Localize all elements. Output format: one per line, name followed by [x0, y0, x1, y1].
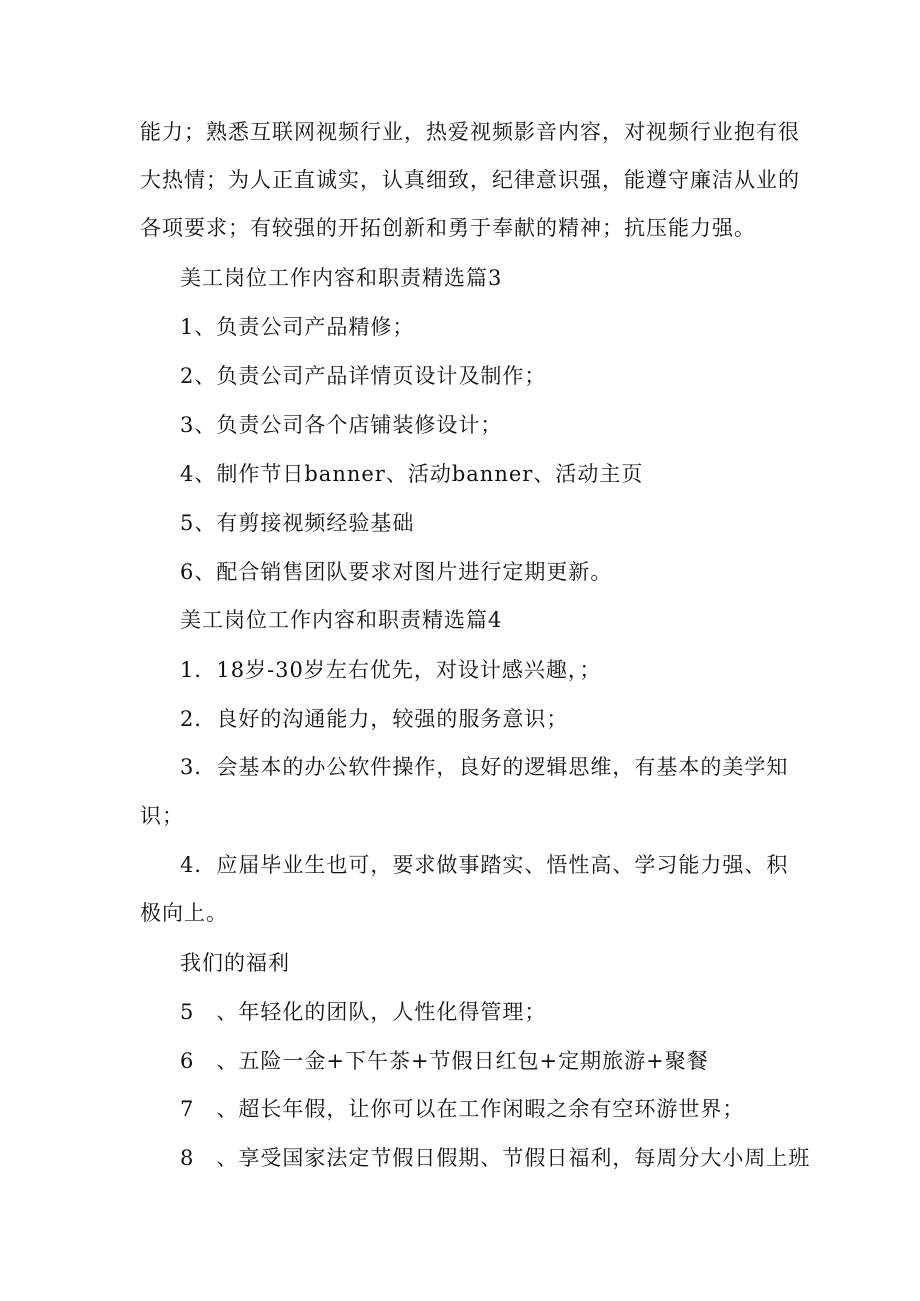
- benefits-item-8: 8 、享受国家法定节假日假期、节假日福利，每周分大小周上班: [180, 1146, 811, 1170]
- section4-item-3-line-2: 识；: [140, 804, 184, 828]
- section4-item-2: 2．良好的沟通能力，较强的服务意识；: [180, 707, 569, 731]
- benefits-item-7: 7 、超长年假，让你可以在工作闲暇之余有空环游世界；: [180, 1097, 745, 1121]
- section3-item-6: 6、配合销售团队要求对图片进行定期更新。: [180, 560, 613, 584]
- section4-heading: 美工岗位工作内容和职责精选篇4: [180, 608, 503, 632]
- intro-line-1: 能力；熟悉互联网视频行业，热爱视频影音内容，对视频行业抱有很: [140, 120, 800, 144]
- section3-item-4: 4、制作节日banner、活动banner、活动主页: [180, 462, 644, 486]
- benefits-heading: 我们的福利: [180, 951, 290, 975]
- section3-item-2: 2、负责公司产品详情页设计及制作；: [180, 364, 547, 388]
- benefits-item-5: 5 、年轻化的团队，人性化得管理；: [180, 1000, 547, 1024]
- section4-item-3-line-1: 3．会基本的办公软件操作，良好的逻辑思维，有基本的美学知: [180, 755, 789, 779]
- section3-item-5: 5、有剪接视频经验基础: [180, 511, 415, 535]
- section3-item-3: 3、负责公司各个店铺装修设计；: [180, 413, 503, 437]
- section3-heading: 美工岗位工作内容和职责精选篇3: [180, 266, 503, 290]
- section4-item-1: 1．18岁-30岁左右优先，对设计感兴趣，；: [180, 658, 602, 682]
- section3-item-1: 1、负责公司产品精修；: [180, 315, 415, 339]
- section4-item-4-line-2: 极向上。: [140, 901, 228, 925]
- intro-line-3: 各项要求；有较强的开拓创新和勇于奉献的精神；抗压能力强。: [140, 216, 756, 240]
- section4-item-4-line-1: 4．应届毕业生也可，要求做事踏实、悟性高、学习能力强、积: [180, 853, 789, 877]
- benefits-item-6: 6 、五险一金+下午茶+节假日红包+定期旅游+聚餐: [180, 1049, 709, 1073]
- intro-line-2: 大热情；为人正直诚实，认真细致，纪律意识强，能遵守廉洁从业的: [140, 168, 800, 192]
